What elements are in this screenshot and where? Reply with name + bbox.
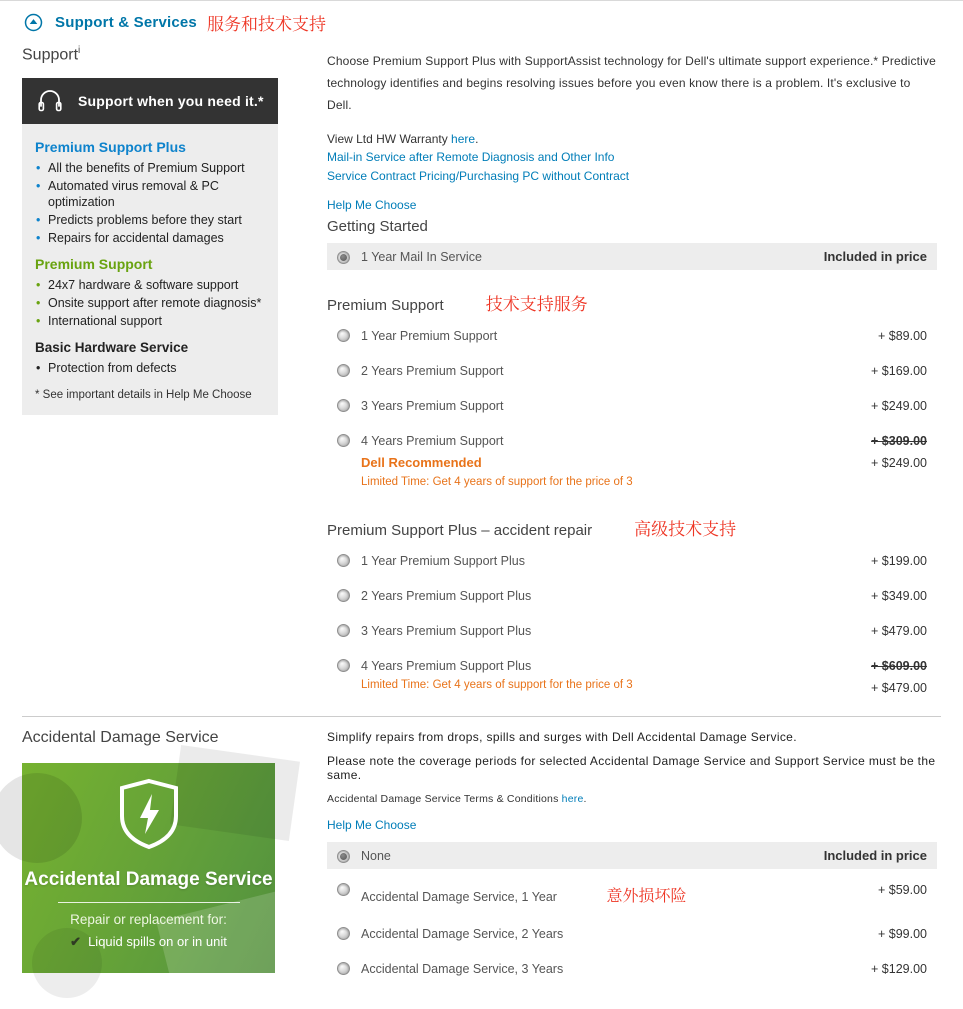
option-label-line	[361, 882, 686, 906]
basic-hardware-title: Basic Hardware Service	[35, 340, 189, 356]
option-price: Included in price	[823, 249, 927, 265]
radio-ads-2-years[interactable]	[337, 927, 350, 940]
option-price: Included in price	[823, 848, 927, 864]
option-label: None	[361, 849, 391, 864]
new-price: + $249.00	[871, 456, 927, 471]
radio-2-years-premium-support-plus[interactable]	[337, 589, 350, 602]
old-price: + $609.00	[871, 659, 927, 674]
option-row[interactable]	[327, 919, 937, 948]
option-row[interactable]	[327, 391, 937, 420]
radio-none[interactable]	[337, 850, 350, 863]
section-title[interactable]: Support & Services	[55, 14, 197, 31]
benefit-item: • All the benefits of Premium Support	[35, 160, 265, 176]
check-icon: ✔	[70, 934, 82, 950]
premium-support-plus-benefits	[35, 160, 265, 246]
radio-2-years-premium-support[interactable]	[337, 364, 350, 377]
option-row-mail-in-service[interactable]	[327, 243, 937, 270]
ads-heading: Accidental Damage Service	[22, 729, 219, 747]
radio-3-years-premium-support-plus[interactable]	[337, 624, 350, 637]
option-price: + $349.00	[871, 589, 927, 604]
option-price: + $129.00	[871, 962, 927, 977]
option-price: + $249.00	[871, 399, 927, 414]
option-price-block	[871, 433, 927, 470]
radio-ads-1-year[interactable]	[337, 883, 350, 896]
warranty-suffix: .	[475, 131, 479, 146]
help-me-choose-link-ads[interactable]: Help Me Choose	[327, 818, 417, 833]
radio-1-year-premium-support[interactable]	[337, 329, 350, 342]
radio-1-year-premium-support-plus[interactable]	[337, 554, 350, 567]
ads-promo-image	[22, 763, 275, 973]
option-row[interactable]	[327, 651, 937, 702]
radio-1-year-mail-in-service[interactable]	[337, 251, 350, 264]
basic-hardware-benefits	[35, 360, 265, 376]
premium-support-plus-title: Premium Support Plus	[35, 139, 186, 156]
option-label: Accidental Damage Service, 2 Years	[361, 927, 564, 942]
ads-card-check-item	[22, 934, 275, 950]
option-label-block	[361, 433, 633, 488]
benefit-item: • Onsite support after remote diagnosis*	[35, 295, 265, 311]
support-banner	[22, 78, 278, 124]
option-row[interactable]	[327, 356, 937, 385]
premium-support-group-title: Premium Support	[327, 297, 444, 315]
option-label: 4 Years Premium Support Plus	[361, 659, 532, 674]
dell-recommended-badge: Dell Recommended	[361, 455, 482, 471]
limited-time-promo: Limited Time: Get 4 years of support for the price of 3	[361, 679, 633, 692]
option-price: + $169.00	[871, 364, 927, 379]
option-row[interactable]	[327, 426, 937, 495]
new-price: + $479.00	[871, 681, 927, 696]
terms-suffix: .	[583, 793, 587, 806]
check-text: Liquid spills on or in unit	[88, 934, 227, 950]
option-label: 1 Year Premium Support Plus	[361, 554, 525, 569]
premium-support-title: Premium Support	[35, 256, 153, 273]
option-label: 3 Years Premium Support Plus	[361, 624, 532, 639]
warranty-here-link[interactable]: here	[451, 131, 476, 146]
option-row[interactable]	[327, 321, 937, 350]
option-price: + $89.00	[877, 329, 927, 344]
benefit-item: • Predicts problems before they start	[35, 212, 265, 228]
accidental-damage-section	[0, 717, 963, 983]
ads-card-title: Accidental Damage Service	[24, 869, 273, 891]
support-info-superscript[interactable]: i	[78, 45, 81, 56]
radio-4-years-premium-support[interactable]	[337, 434, 350, 447]
option-price-block	[871, 658, 927, 695]
option-price: + $99.00	[877, 927, 927, 942]
option-row[interactable]	[327, 581, 937, 610]
premium-support-benefits	[35, 277, 265, 329]
option-label: Accidental Damage Service, 1 Year	[361, 890, 557, 905]
premium-support-plus-group-title: Premium Support Plus – accident repair	[327, 522, 593, 540]
radio-3-years-premium-support[interactable]	[337, 399, 350, 412]
ads-terms-line	[327, 793, 937, 805]
ads-annotation-zh: 意外损坏险	[606, 888, 687, 906]
limited-time-promo: Limited Time: Get 4 years of support for the price of 3	[361, 476, 633, 489]
option-row-none[interactable]	[327, 842, 937, 869]
section-header	[0, 1, 963, 37]
terms-here-link[interactable]: here	[561, 793, 584, 806]
mailin-service-link[interactable]: Mail-in Service after Remote Diagnosis and Other Info	[327, 150, 615, 165]
option-label: 4 Years Premium Support	[361, 434, 504, 449]
support-tiers-box	[22, 124, 278, 415]
headset-icon	[35, 86, 65, 116]
shield-lightning-icon	[116, 778, 182, 850]
warranty-prefix: View Ltd HW Warranty	[327, 131, 452, 146]
terms-prefix: Accidental Damage Service Terms & Conditions	[327, 793, 562, 806]
getting-started-title: Getting Started	[327, 218, 428, 236]
ads-card-subtitle: Repair or replacement for:	[70, 912, 227, 928]
option-label: 2 Years Premium Support Plus	[361, 589, 532, 604]
option-row[interactable]	[327, 616, 937, 645]
option-label: 1 Year Premium Support	[361, 329, 498, 344]
option-label: 2 Years Premium Support	[361, 364, 504, 379]
option-row[interactable]	[327, 546, 937, 575]
collapse-circle-up-icon[interactable]	[24, 13, 43, 32]
radio-4-years-premium-support-plus[interactable]	[337, 659, 350, 672]
ads-line2: Please note the coverage periods for selected Accidental Damage Service and Support Service must be the same.	[327, 754, 936, 783]
option-label: Accidental Damage Service, 3 Years	[361, 962, 564, 977]
support-links	[327, 130, 937, 186]
option-price: + $59.00	[877, 883, 927, 898]
option-price: + $479.00	[871, 624, 927, 639]
option-label-block	[361, 658, 633, 691]
card-rule	[58, 902, 240, 903]
support-heading: Support$^i$	[22, 45, 81, 64]
section-title-annotation-zh: 服务和技术支持	[206, 15, 326, 34]
option-row[interactable]	[327, 954, 937, 983]
ads-line1: Simplify repairs from drops, spills and surges with Dell Accidental Damage Service.	[327, 730, 797, 745]
radio-ads-3-years[interactable]	[337, 962, 350, 975]
benefit-item: • Repairs for accidental damages	[35, 230, 265, 246]
option-label: 1 Year Mail In Service	[361, 250, 482, 265]
premium-support-annotation-zh: 技术支持服务	[485, 295, 588, 315]
premium-support-plus-annotation-zh: 高级技术支持	[634, 520, 737, 540]
warranty-line	[327, 130, 937, 149]
option-row[interactable]	[327, 875, 937, 913]
service-contract-link[interactable]: Service Contract Pricing/Purchasing PC without Contract	[327, 168, 630, 183]
option-price: + $199.00	[871, 554, 927, 569]
benefit-item: • 24x7 hardware & software support	[35, 277, 265, 293]
benefit-item: • Protection from defects	[35, 360, 265, 376]
banner-text: Support when you need it.*	[78, 93, 264, 110]
option-label: 3 Years Premium Support	[361, 399, 504, 414]
support-intro: Choose Premium Support Plus with SupportAssist technology for Dell's ultimate support experience.* Predictive technology identifies and begins resolving issues before you even know there is a problem. It's exclusive to Dell.	[327, 54, 936, 113]
support-section	[0, 37, 963, 702]
benefit-item: • International support	[35, 313, 265, 329]
old-price: + $309.00	[871, 434, 927, 449]
benefit-item: • Automated virus removal & PC optimization	[35, 178, 265, 210]
footnote: * See important details in Help Me Choose	[35, 389, 252, 402]
help-me-choose-link[interactable]: Help Me Choose	[327, 198, 417, 213]
